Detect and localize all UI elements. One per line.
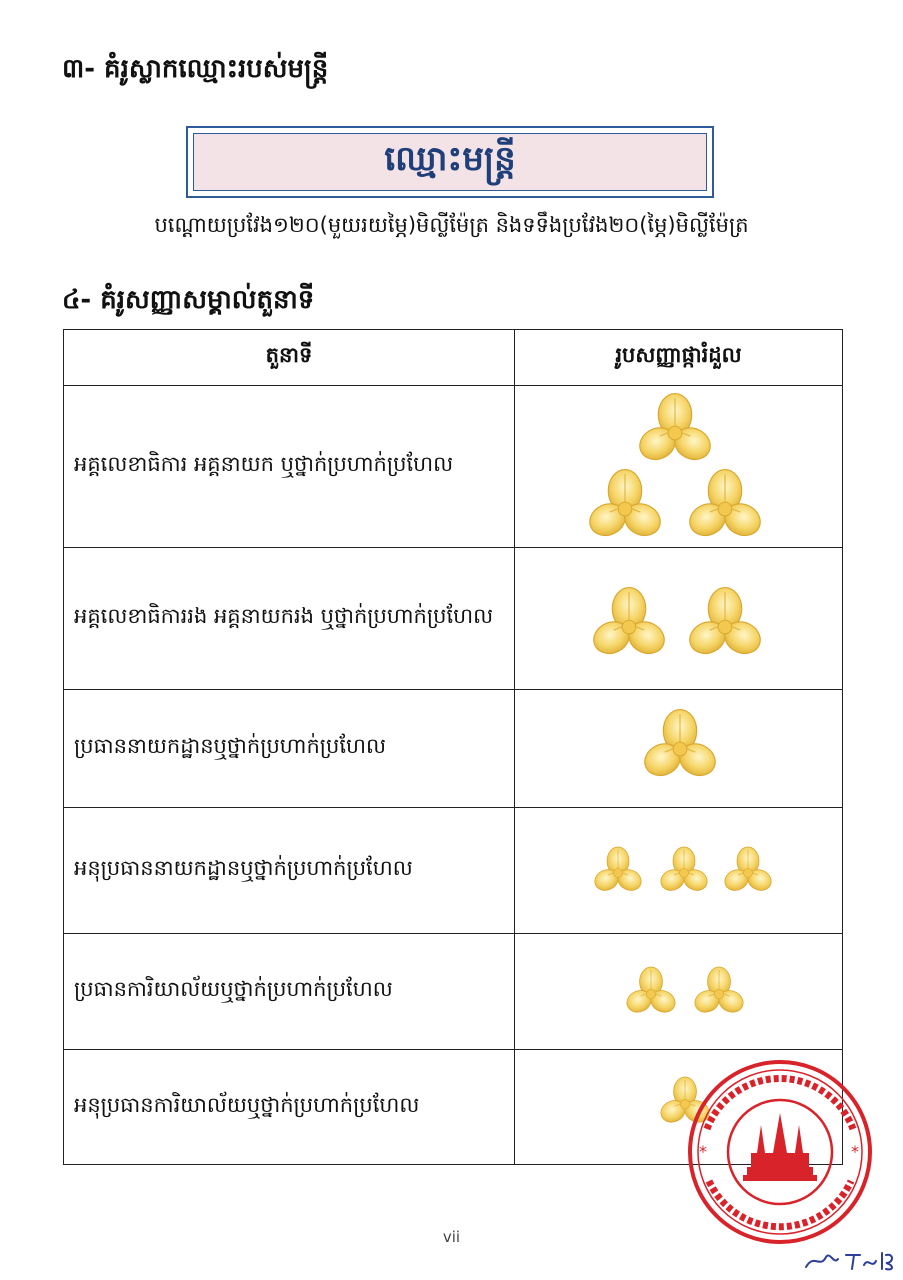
rumdoul-flower-icon <box>693 966 745 1018</box>
header-insignia: រូបសញ្ញាផ្ការំដួល <box>515 330 843 386</box>
table-header-row <box>64 330 843 386</box>
rank-title: អនុប្រធានការិយាល័យឬថ្នាក់ប្រហាក់ប្រហែល <box>64 1050 515 1165</box>
rumdoul-flower-icon <box>587 468 663 544</box>
rumdoul-flower-icon <box>723 846 773 896</box>
table-row <box>64 386 843 548</box>
insignia-cell <box>515 934 843 1050</box>
svg-text:*: * <box>699 1142 707 1161</box>
rank-insignia-table <box>63 329 843 1165</box>
handwritten-initials <box>802 1243 898 1275</box>
table-row <box>64 690 843 808</box>
rumdoul-flower-icon <box>591 586 667 662</box>
rank-title: ប្រធាននាយកដ្ឋានឬថ្នាក់ប្រហាក់ប្រហែល <box>64 690 515 808</box>
rumdoul-flower-icon <box>625 966 677 1018</box>
official-seal-stamp <box>685 1057 875 1247</box>
rumdoul-flower-icon <box>637 392 713 468</box>
svg-text:*: * <box>851 1142 859 1161</box>
insignia-cell <box>515 548 843 690</box>
rumdoul-flower-icon <box>593 846 643 896</box>
table-row <box>64 934 843 1050</box>
page-number: vii <box>442 1228 461 1246</box>
rank-title: ប្រធានការិយាល័យឬថ្នាក់ប្រហាក់ប្រហែល <box>64 934 515 1050</box>
header-position: តួនាទី <box>64 330 515 386</box>
nameplate-sample <box>186 126 714 198</box>
insignia-cell <box>515 690 843 808</box>
nameplate-dimension-note: បណ្ដោយប្រវែង១២០(មួយរយម្ភៃ)មិល្លីម៉ែត្រ និងទទឹងប្រវែង២០(ម្ភៃ)មិល្លីម៉ែត្រ <box>154 213 749 237</box>
rumdoul-flower-icon <box>659 846 709 896</box>
rumdoul-flower-icon <box>687 468 763 544</box>
nameplate-label: ឈ្មោះមន្ត្រី <box>384 139 516 179</box>
insignia-cell <box>515 808 843 934</box>
rank-title: អគ្គលេខាធិការរង អគ្គនាយករង ឬថ្នាក់ប្រហាក់ប្រហែល <box>64 548 515 690</box>
section-4-heading: ៤- គំរូសញ្ញាសម្គាល់តួនាទី <box>62 285 315 315</box>
table-row <box>64 548 843 690</box>
rank-title: អគ្គលេខាធិការ អគ្គនាយក ឬថ្នាក់ប្រហាក់ប្រហែល <box>64 386 515 548</box>
rank-title: អនុប្រធាននាយកដ្ឋានឬថ្នាក់ប្រហាក់ប្រហែល <box>64 808 515 934</box>
rumdoul-flower-icon <box>642 708 718 784</box>
rumdoul-flower-icon <box>687 586 763 662</box>
insignia-cell <box>515 386 843 548</box>
section-3-heading: ៣- គំរូស្លាកឈ្មោះរបស់មន្ត្រី <box>62 54 329 84</box>
table-row <box>64 808 843 934</box>
